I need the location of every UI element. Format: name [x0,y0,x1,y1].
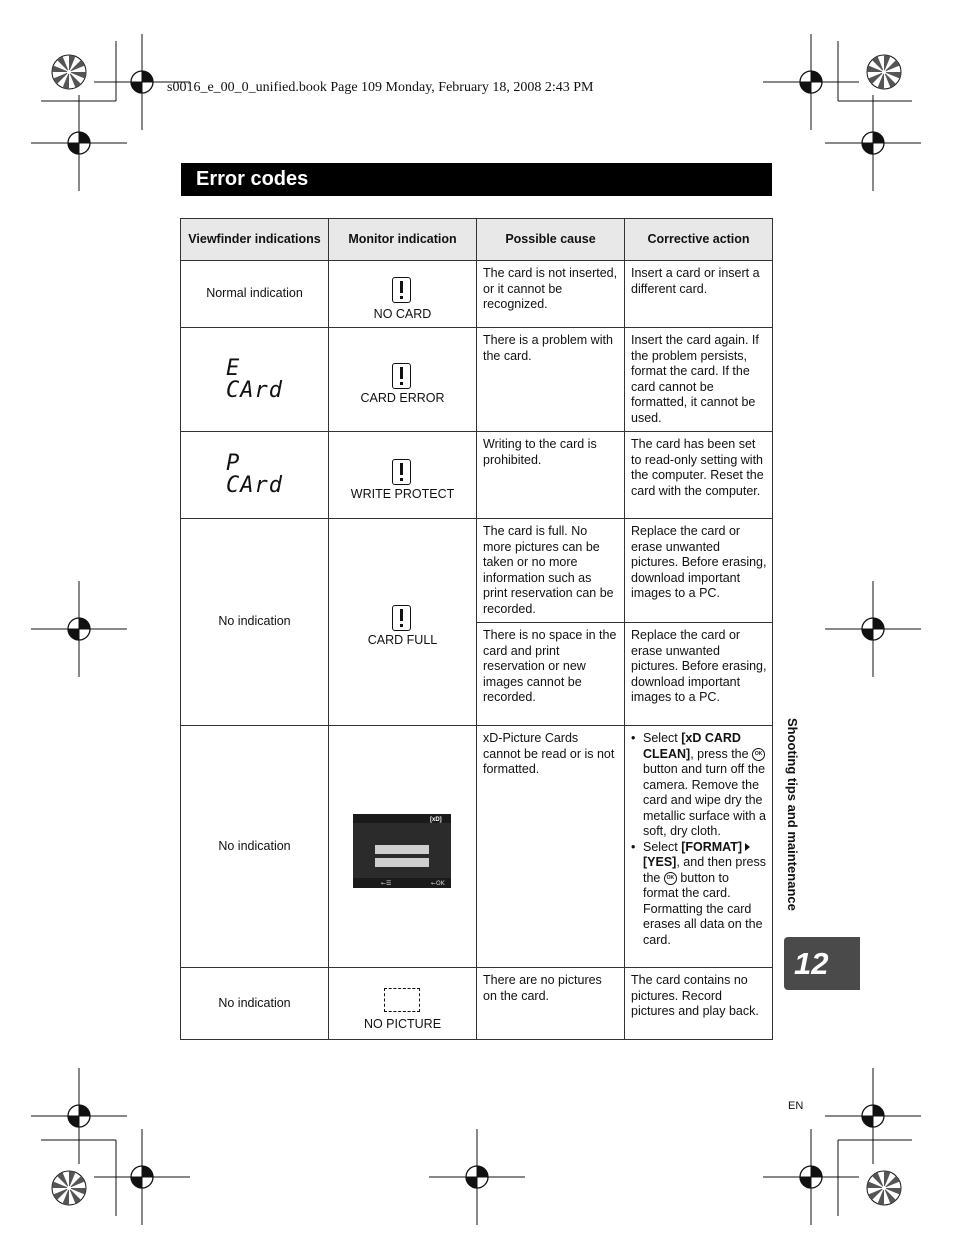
table-row [181,328,773,432]
cause-cell: There are no pictures on the card. [477,968,625,1040]
table-header-row [181,219,773,261]
table-row [181,968,773,1040]
table-row [181,726,773,968]
lcd-line-1: E [226,355,241,381]
cause-cell: There is a problem with the card. [477,328,625,432]
xd-card-setup-screen [353,814,451,888]
header-action: Corrective action [625,219,773,261]
monitor-cell [329,968,477,1040]
action-cell: Insert the card again. If the problem persists, format the card. If the card cannot be formatted, it cannot be used. [625,328,773,432]
warning-icon [392,277,411,303]
cause-cell: The card is not inserted, or it cannot be recognized. [477,261,625,328]
lcd-readout [226,355,283,403]
header-cause: Possible cause [477,219,625,261]
action-steps [631,731,767,948]
chapter-number: 12 [794,946,829,981]
ok-hint: ←OK [431,880,445,887]
arrow-right-icon [745,843,750,851]
file-header: s0016_e_00_0_unified.book Page 109 Monday, February 18, 2008 2:43 PM [167,80,594,95]
viewfinder-cell: No indication [181,519,329,726]
section-title-bar [181,163,772,196]
viewfinder-cell: No indication [181,968,329,1040]
action-step: • Select [FORMAT] [YES], and then press the OK button to format the card. Formatting the card erases all data on the card. [631,840,767,949]
language-label: EN [788,1100,804,1112]
error-codes-table [180,218,773,1040]
monitor-cell [329,432,477,519]
lcd-line-2: CArd [226,473,283,498]
monitor-cell [329,519,477,726]
menu-option-1 [375,845,429,854]
ok-button-icon: OK [664,872,677,885]
lcd-line-1: P [226,451,241,476]
monitor-label: WRITE PROTECT [350,487,455,501]
section-side-label: Shooting tips and maintenance [785,718,800,911]
cause-cell: The card is full. No more pictures can be taken or no more information such as print reservation can be recorded. [477,519,625,623]
monitor-cell [329,261,477,328]
cause-cell: Writing to the card is prohibited. [477,432,625,519]
table-row [181,432,773,519]
warning-icon [392,459,411,485]
lcd-readout [226,453,283,497]
monitor-label: NO CARD [373,307,432,321]
monitor-cell [329,726,477,968]
warning-icon [392,605,411,631]
viewfinder-cell [181,432,329,519]
action-cell: The card contains no pictures. Record pictures and play back. [625,968,773,1040]
cause-cell: xD-Picture Cards cannot be read or is not formatted. [477,726,625,968]
monitor-label: CARD ERROR [360,391,445,405]
table-row [181,261,773,328]
monitor-cell [329,328,477,432]
viewfinder-cell [181,328,329,432]
xd-badge: [xD] [430,817,442,823]
monitor-label: CARD FULL [367,633,438,647]
action-cell: Replace the card or erase unwanted pictures. Before erasing, download important images to a PC. [625,519,773,623]
menu-option-2 [375,858,429,867]
action-cell [625,726,773,968]
header-monitor: Monitor indication [329,219,477,261]
page-title: Error codes [196,168,309,190]
viewfinder-cell: Normal indication [181,261,329,328]
warning-icon [392,363,411,389]
action-cell: Replace the card or erase unwanted pictures. Before erasing, download important images to a PC. [625,623,773,726]
lcd-line-2: CArd [226,377,283,403]
back-hint: ←☰ [381,880,392,887]
action-cell: The card has been set to read-only setting with the computer. Reset the card with the computer. [625,432,773,519]
monitor-label: NO PICTURE [363,1017,442,1031]
ok-button-icon: OK [752,748,765,761]
header-viewfinder: Viewfinder indications [181,219,329,261]
viewfinder-cell: No indication [181,726,329,968]
action-step: • Select [xD CARD CLEAN], press the OK button and turn off the camera. Remove the card and wipe dry the metallic surface with a soft, dry cloth. [631,731,767,840]
action-cell: Insert a card or insert a different card. [625,261,773,328]
empty-frame-icon [384,988,420,1012]
cause-cell: There is no space in the card and print reservation or new images cannot be recorded. [477,623,625,726]
table-row [181,519,773,623]
chapter-tab [784,937,860,990]
